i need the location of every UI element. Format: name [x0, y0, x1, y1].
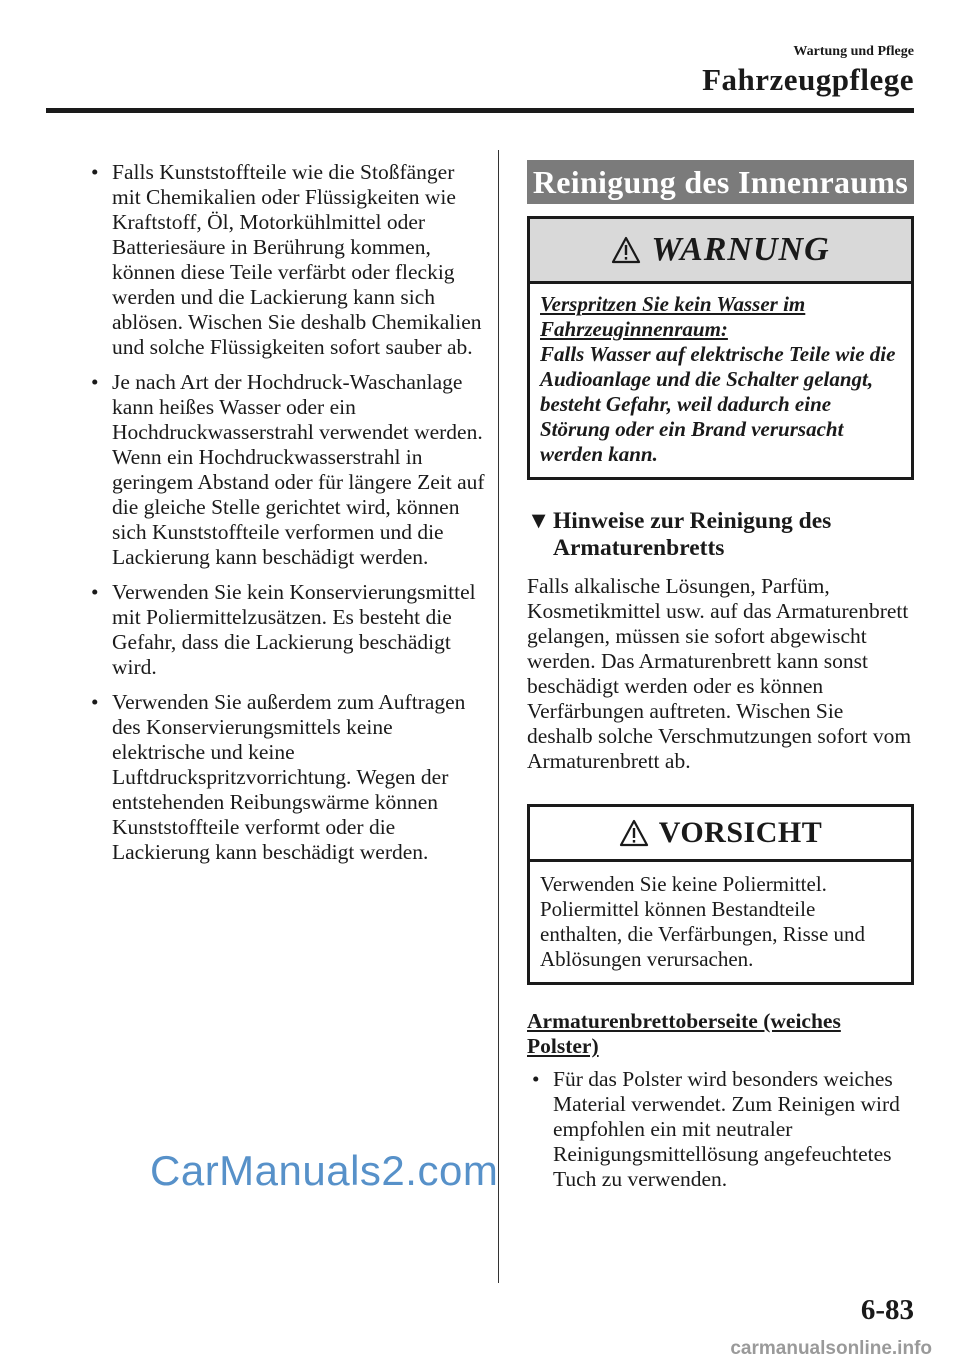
down-triangle-icon: ▼: [527, 508, 551, 534]
bullet-icon: •: [91, 370, 99, 394]
subheading-text: Hinweise zur Reinigung des Armaturenbretts: [553, 508, 832, 561]
list-item: [86, 160, 486, 360]
warning-triangle-icon: [611, 236, 641, 264]
bullet-icon: •: [532, 1067, 540, 1091]
warning-header: [530, 219, 911, 284]
bullet-icon: •: [91, 580, 99, 604]
warning-lead: Verspritzen Sie kein Wasser im Fahrzeuginnenraum:: [540, 292, 806, 341]
list-item: [86, 370, 486, 570]
warning-text: Falls Wasser auf elektrische Teile wie die Audioanlage und die Schalter gelangt, besteht Gefahr, weil dadurch eine Störung oder ein Brand verursacht werden kann.: [540, 342, 896, 466]
list-item: [86, 690, 486, 865]
list-item-text: Je nach Art der Hochdruck-Waschanlage kann heißes Wasser oder ein Hochdruckwasserstrahl verwendet werden. Wenn ein Hochdruckwasserstrahl in geringem Abstand oder für längere Zeit auf die gleiche Stelle gerichtet wird, können sich Kunststoffteile verformen und die Lackierung kann beschädigt werden.: [112, 370, 485, 569]
caution-title: VORSICHT: [658, 816, 823, 849]
list-item-text: Für das Polster wird besonders weiches Material verwendet. Zum Reinigen wird empfohlen ein mit neutraler Reinigungsmittellösung angefeuchtetes Tuch zu verwenden.: [553, 1067, 900, 1191]
warning-body: [530, 284, 911, 477]
column-divider: [498, 150, 499, 1283]
page-number: 6-83: [860, 1294, 914, 1326]
list-item: [527, 1067, 914, 1192]
left-column: [86, 160, 486, 875]
header-section-title: Wartung und Pflege: [793, 44, 914, 59]
subheading: [527, 508, 914, 562]
list-item-text: Verwenden Sie außerdem zum Auftragen des Konservierungsmittels keine elektrische und keine Luftdruckspritzvorrichtung. Wegen der entstehenden Reibungswärme können Kunststoffteile verformt oder die Lackierung kann beschädigt werden.: [112, 690, 466, 864]
underlined-heading: Armaturenbrettoberseite (weiches Polster): [527, 1009, 841, 1058]
warning-triangle-icon: [619, 819, 649, 847]
header-rule: [46, 108, 914, 113]
list-item-text: Verwenden Sie kein Konservierungsmittel mit Poliermittelzusätzen. Es besteht die Gefahr, dass die Lackierung beschädigt wird.: [112, 580, 476, 679]
watermark-primary: CarManuals2.com: [150, 1147, 499, 1194]
header-chapter-title: Fahrzeugpflege: [702, 62, 914, 97]
right-bullet-list: [527, 1067, 914, 1192]
bullet-icon: •: [91, 160, 99, 184]
left-bullet-list: [86, 160, 486, 865]
body-paragraph: Falls alkalische Lösungen, Parfüm, Kosmetikmittel usw. auf das Armaturenbrett gelangen, müssen sie sofort abgewischt werden. Das Armaturenbrett kann sonst beschädigt werden oder es können Verfärbungen auftreten. Wischen Sie deshalb solche Verschmutzungen sofort vom Armaturenbrett ab.: [527, 574, 912, 773]
list-item: [86, 580, 486, 680]
warning-box: [527, 216, 914, 480]
list-item-text: Falls Kunststoffteile wie die Stoßfänger mit Chemikalien oder Flüssigkeiten wie Kraftstoff, Öl, Motorkühlmittel oder Batteriesäure in Berührung kommen, können diese Teile verfärbt oder fleckig werden und die Lackierung kann sich ablösen. Wischen Sie deshalb Chemikalien und solche Flüssigkeiten sofort sauber ab.: [112, 160, 482, 359]
caution-body: Verwenden Sie keine Poliermittel. Poliermittel können Bestandteile enthalten, die Verfärbungen, Risse und Ablösungen verursachen.: [540, 872, 866, 971]
caution-header: [530, 807, 911, 862]
watermark-secondary: carmanualsonline.info: [730, 1338, 932, 1359]
section-banner: Reinigung des Innenraums: [527, 160, 914, 204]
right-column: [527, 160, 914, 1202]
bullet-icon: •: [91, 690, 99, 714]
warning-title: WARNUNG: [651, 231, 830, 268]
caution-box: [527, 804, 914, 985]
